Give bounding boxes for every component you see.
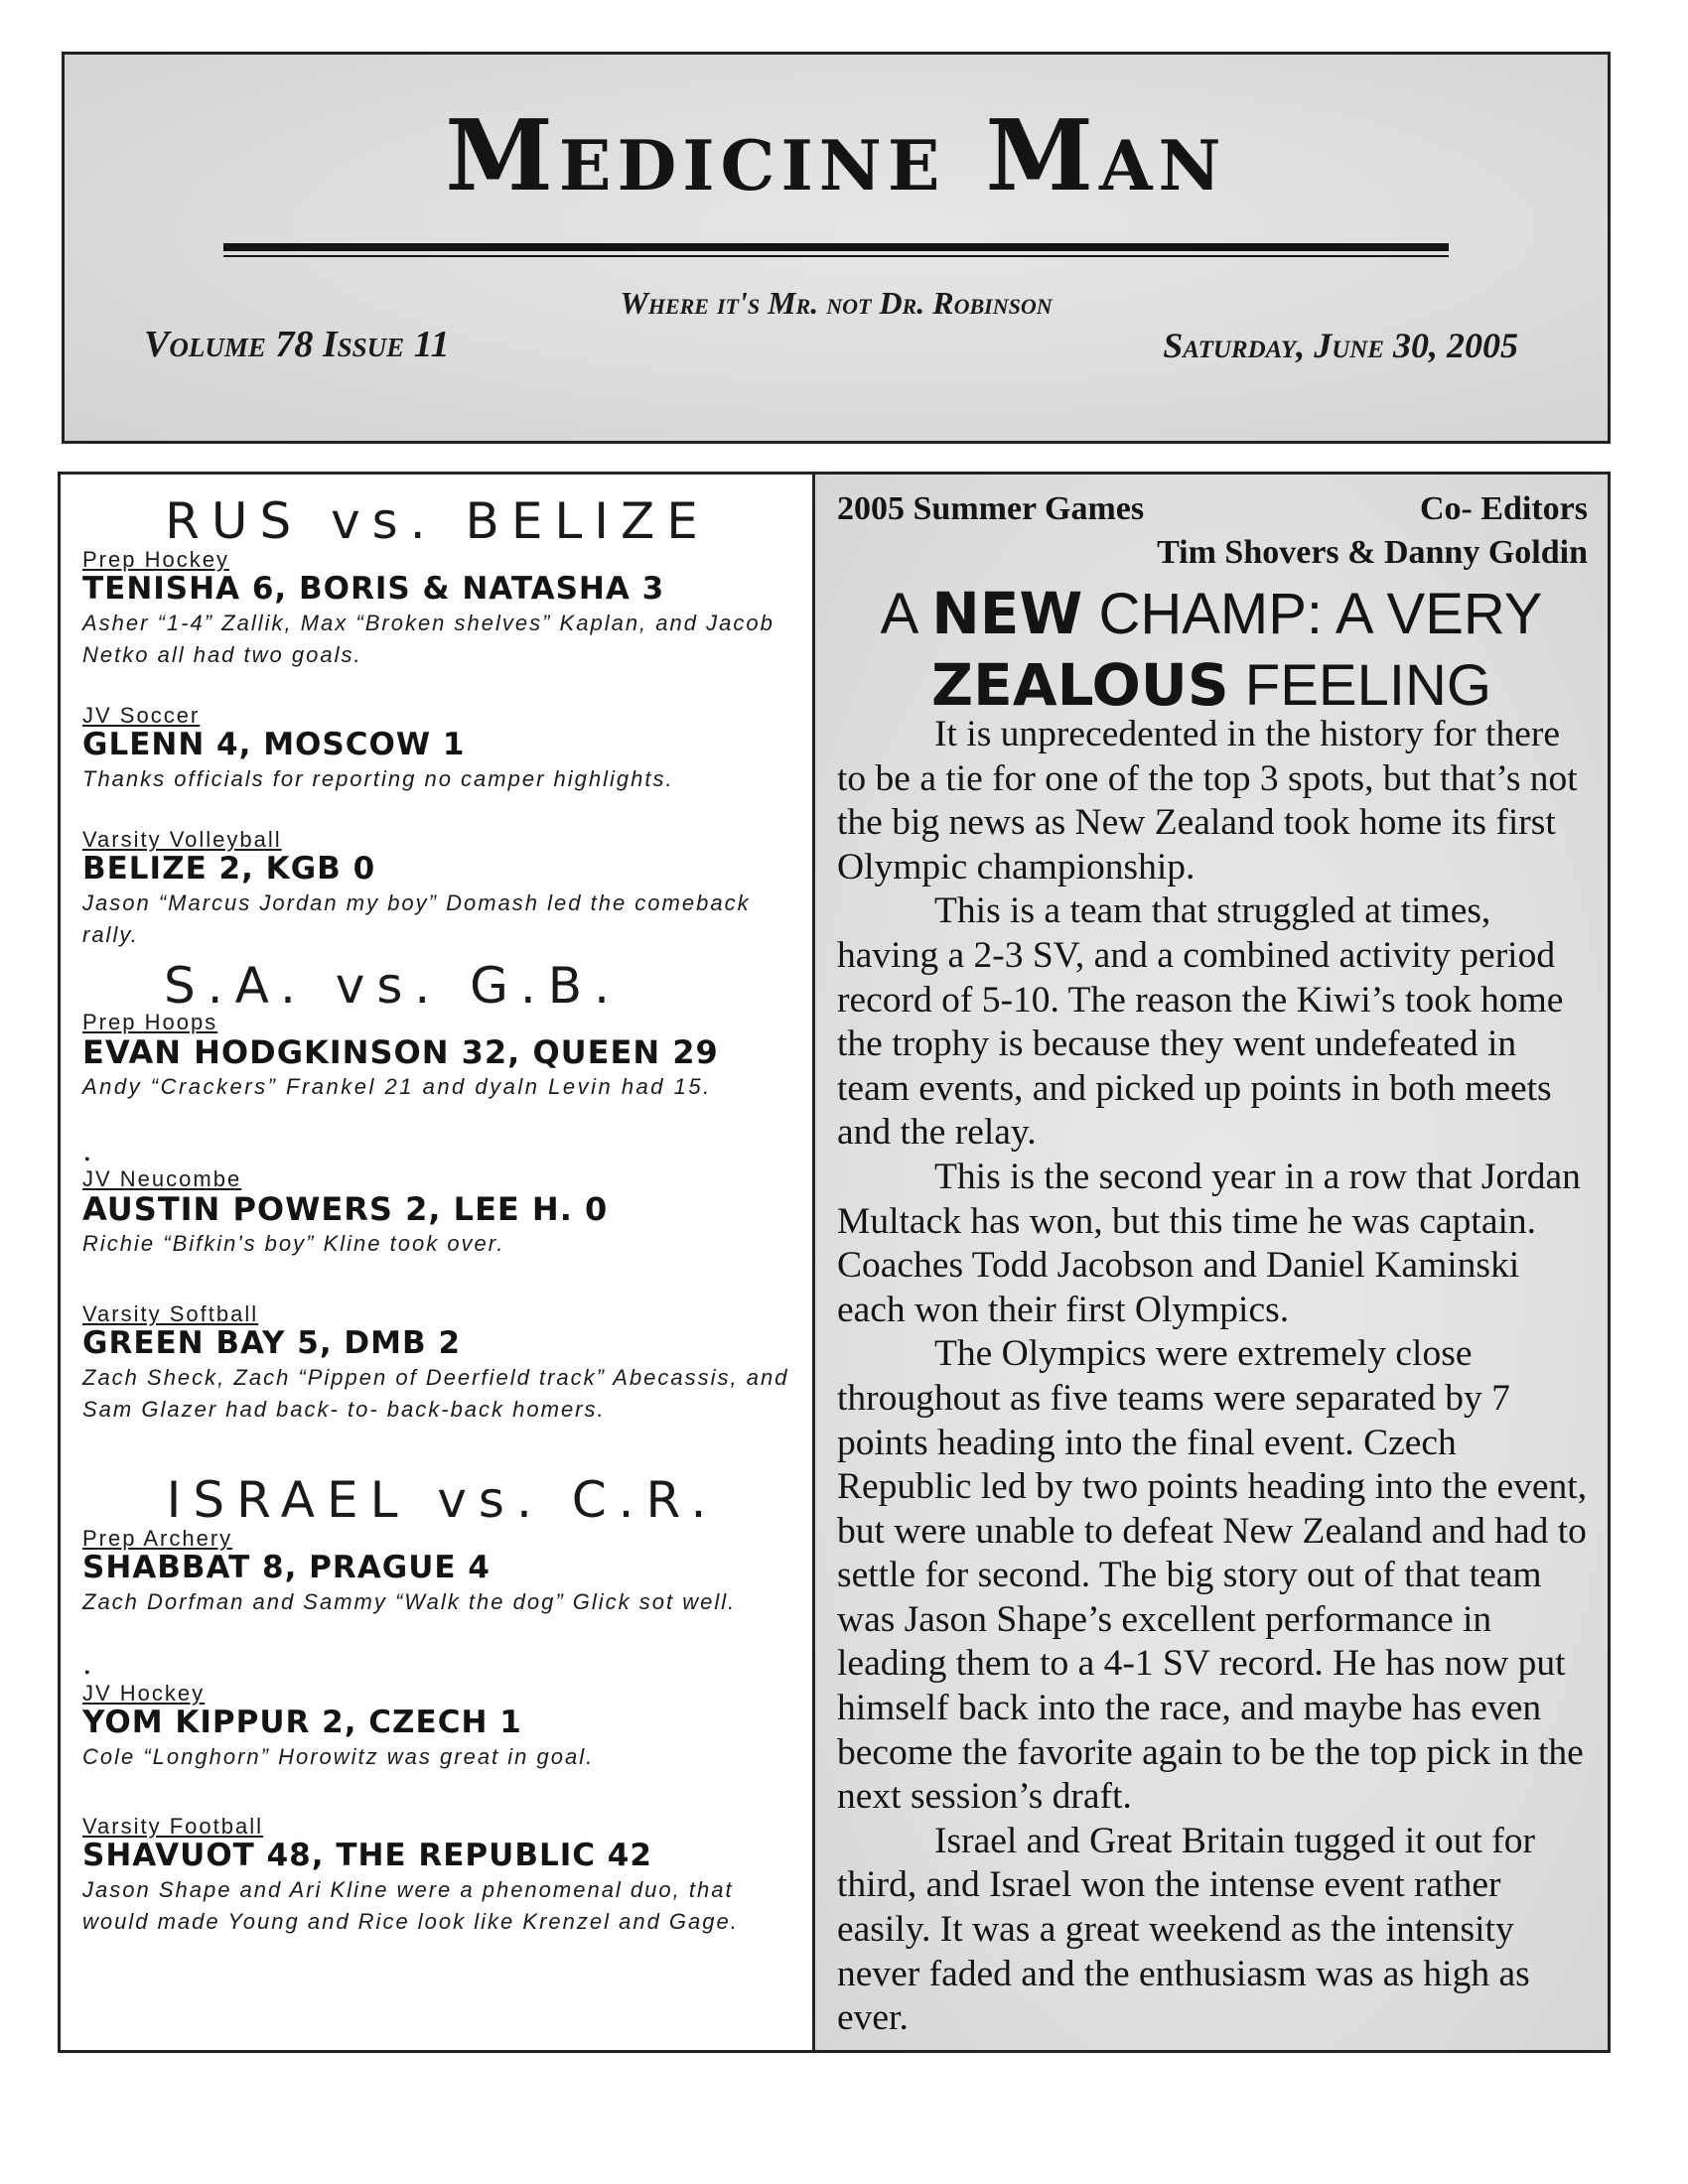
volume-issue: Volume 78 Issue 11 bbox=[144, 324, 450, 365]
sport-label: Prep Hockey bbox=[82, 547, 229, 572]
score-line: BELIZE 2, KGB 0 bbox=[82, 851, 376, 887]
article-column bbox=[812, 472, 1611, 2053]
sport-label: Prep Hoops bbox=[82, 1010, 218, 1034]
score-line: SHABBAT 8, PRAGUE 4 bbox=[82, 1550, 491, 1586]
headline-part: CHAMP: A VERY bbox=[1082, 582, 1543, 646]
issue-date: Saturday, June 30, 2005 bbox=[1163, 326, 1518, 365]
matchup-heading: RUS vs. BELIZE bbox=[165, 492, 710, 550]
sport-label: Prep Archery bbox=[82, 1526, 233, 1551]
newspaper-title: Medicine Man bbox=[445, 99, 1227, 213]
score-line: TENISHA 6, BORIS & NATASHA 3 bbox=[82, 571, 665, 608]
headline-part: FEELING bbox=[1228, 652, 1491, 718]
headline-zealous: ZEALOUS bbox=[931, 650, 1229, 719]
article-header-row bbox=[837, 492, 1588, 526]
game-entry bbox=[82, 1167, 807, 1260]
game-entry bbox=[82, 1527, 807, 1618]
score-line: GREEN BAY 5, DMB 2 bbox=[82, 1325, 462, 1362]
score-line: YOM KIPPUR 2, CZECH 1 bbox=[82, 1705, 522, 1741]
sport-label: Varsity Football bbox=[82, 1814, 263, 1839]
highlight-text: Andy “Crackers” Frankel 21 and dyaln Levin had 15. bbox=[82, 1073, 712, 1099]
article-paragraph: This is a team that struggled at times, having a 2-3 SV, and a combined activity period record of 5-10. The reason the Kiwi’s took home the trophy is because they went undefeated in team events, and picked up points in both meets and the relay. bbox=[837, 890, 1564, 1154]
title-rule-thin bbox=[223, 255, 1449, 257]
article-paragraph: This is the second year in a row that Jordan Multack has won, but this time he was captain. Coaches Todd Jacobson and Daniel Kaminski each won their first Olympics. bbox=[837, 1156, 1581, 1330]
game-entry bbox=[82, 1302, 807, 1426]
headline-new: NEW bbox=[931, 580, 1083, 647]
scores-column bbox=[58, 472, 814, 2053]
matchup-heading: ISRAEL vs. C.R. bbox=[166, 1471, 719, 1529]
headline-part: A bbox=[880, 582, 932, 646]
editors-names: Tim Shovers & Danny Goldin bbox=[1157, 534, 1588, 571]
highlight-text: Asher “1-4” Zallik, Max “Broken shelves” Kaplan, and Jacob Netko all had two goals. bbox=[82, 610, 774, 667]
game-entry bbox=[82, 1682, 807, 1773]
masthead bbox=[62, 52, 1611, 444]
article-paragraph: Israel and Great Britain tugged it out for third, and Israel won the intense event rather easily. It was a great weekend as the intensity never faded and the enthusiasm was as high as ever. bbox=[837, 1820, 1536, 2039]
stray-dot: • bbox=[84, 1665, 90, 1682]
highlight-text: Jason “Marcus Jordan my boy” Domash led the comeback rally. bbox=[82, 889, 751, 947]
article-paragraph: The Olympics were extremely close throughout as five teams were separated by 7 points heading into the final event. Czech Republic led by two points heading into the event, but were unable to defeat New Zealand and had to settle for second. The big story out of that team was Jason Shape’s excellent performance in leading them to a 4-1 SV record. He has now put himself back into the race, and maybe has even become the favorite again to be the top pick in the next session’s draft. bbox=[837, 1333, 1588, 1818]
sport-label: Varsity Softball bbox=[82, 1301, 259, 1326]
game-entry bbox=[82, 1011, 807, 1103]
sport-label: Varsity Volleyball bbox=[82, 827, 282, 852]
highlight-text: Jason Shape and Ari Kline were a phenomenal duo, that would made Young and Rice look like Krenzel and Gage. bbox=[82, 1876, 739, 1934]
motto: Where it's Mr. not Dr. Robinson bbox=[620, 285, 1053, 321]
game-entry bbox=[82, 704, 807, 795]
score-line: GLENN 4, MOSCOW 1 bbox=[82, 727, 466, 763]
section-label: 2005 Summer Games bbox=[837, 490, 1145, 527]
matchup-heading: S.A. vs. G.B. bbox=[163, 957, 622, 1015]
game-entry bbox=[82, 1815, 807, 1938]
article-paragraph: It is unprecedented in the history for there to be a tie for one of the top 3 spots, but that’s not the big news as New Zealand took home its first Olympic championship. bbox=[837, 714, 1578, 887]
article-headline bbox=[815, 579, 1608, 722]
sport-label: JV Hockey bbox=[82, 1681, 206, 1706]
stray-dot: • bbox=[84, 1152, 90, 1168]
editors-label: Co- Editors bbox=[1419, 490, 1588, 527]
sport-label: JV Neucombe bbox=[82, 1166, 242, 1191]
game-entry bbox=[82, 828, 807, 951]
highlight-text: Zach Sheck, Zach “Pippen of Deerfield track” Abecassis, and Sam Glazer had back- to- back-back homers. bbox=[82, 1364, 789, 1422]
highlight-text: Thanks officials for reporting no camper highlights. bbox=[82, 765, 674, 791]
score-line: SHAVUOT 48, THE REPUBLIC 42 bbox=[82, 1838, 652, 1874]
highlight-text: Richie “Bifkin's boy” Kline took over. bbox=[82, 1230, 505, 1256]
score-line: AUSTIN POWERS 2, LEE H. 0 bbox=[82, 1190, 609, 1229]
article-body bbox=[837, 713, 1590, 2041]
score-line: EVAN HODGKINSON 32, QUEEN 29 bbox=[82, 1033, 719, 1072]
highlight-text: Zach Dorfman and Sammy “Walk the dog” Glick sot well. bbox=[82, 1588, 737, 1614]
highlight-text: Cole “Longhorn” Horowitz was great in goal. bbox=[82, 1743, 595, 1769]
sport-label: JV Soccer bbox=[82, 703, 201, 728]
game-entry bbox=[82, 548, 807, 671]
title-rule bbox=[223, 243, 1449, 251]
